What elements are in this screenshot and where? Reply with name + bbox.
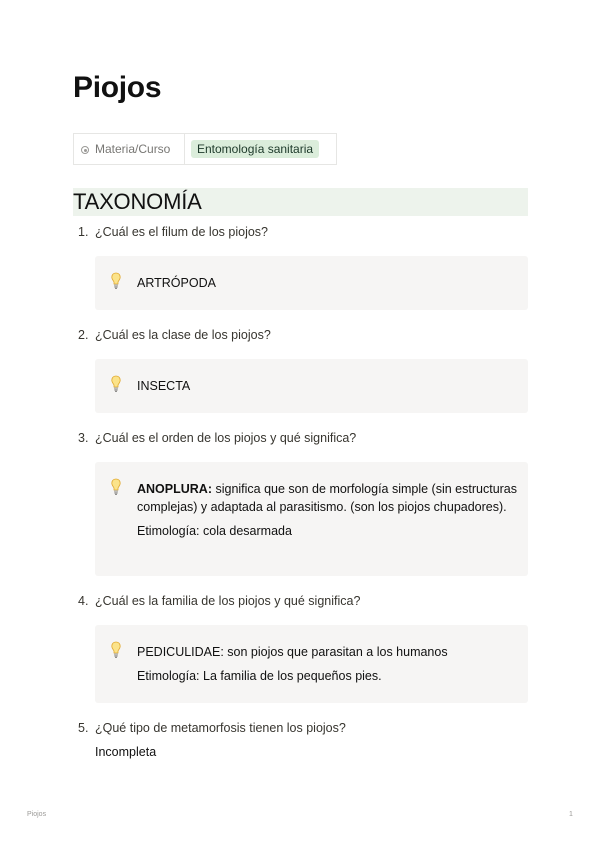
section-heading: TAXONOMÍA [73,188,528,216]
property-key-label: Materia/Curso [95,142,171,156]
select-property-icon [81,146,89,154]
question-number: 3. [78,431,89,445]
callout-3 [95,462,528,576]
property-row [73,133,337,165]
question-text: ¿Cuál es el orden de los piojos y qué significa? [95,431,357,445]
footer-title: Piojos [27,811,47,818]
callout-4 [95,625,528,703]
question-text: ¿Cuál es la clase de los piojos? [95,328,271,342]
question-text: ¿Cuál es el filum de los piojos? [95,225,268,239]
answer-text: Incompleta [95,745,157,759]
answer-text: INSECTA [137,379,191,393]
question-number: 4. [78,594,89,608]
lightbulb-icon [111,272,121,290]
lightbulb-icon [111,375,121,393]
callout-1 [95,256,528,310]
callout-text [137,274,518,292]
question-text: ¿Qué tipo de metamorfosis tienen los piojos? [95,721,346,735]
callout-text [137,480,518,540]
question-number: 5. [78,721,89,735]
answer-text: ARTRÓPODA [137,276,216,290]
answer-term: ANOPLURA: [137,482,212,496]
question-3 [78,431,356,445]
question-number: 2. [78,328,89,342]
lightbulb-icon [111,478,121,496]
question-1 [78,225,268,239]
answer-description: significa que son de morfología simple (sin estructuras complejas) y adaptada al parasitismo. (son los piojos chupadores). [137,482,518,514]
page-number: 1 [569,811,573,818]
question-4 [78,594,360,608]
callout-2 [95,359,528,413]
etymology-text: Etimología: La familia de los pequeños pies. [137,669,382,683]
callout-text [137,643,518,685]
lightbulb-icon [111,641,121,659]
callout-text [137,377,518,395]
page-title: Piojos [73,71,162,104]
property-key [74,134,185,164]
question-5 [78,721,346,735]
question-2 [78,328,271,342]
course-tag[interactable]: Entomología sanitaria [191,140,319,158]
answer-text: PEDICULIDAE: son piojos que parasitan a los humanos [137,645,448,659]
etymology-text: Etimología: cola desarmada [137,524,292,538]
question-number: 1. [78,225,89,239]
property-value[interactable] [185,134,319,164]
question-text: ¿Cuál es la familia de los piojos y qué significa? [95,594,361,608]
answer-text [137,480,518,516]
